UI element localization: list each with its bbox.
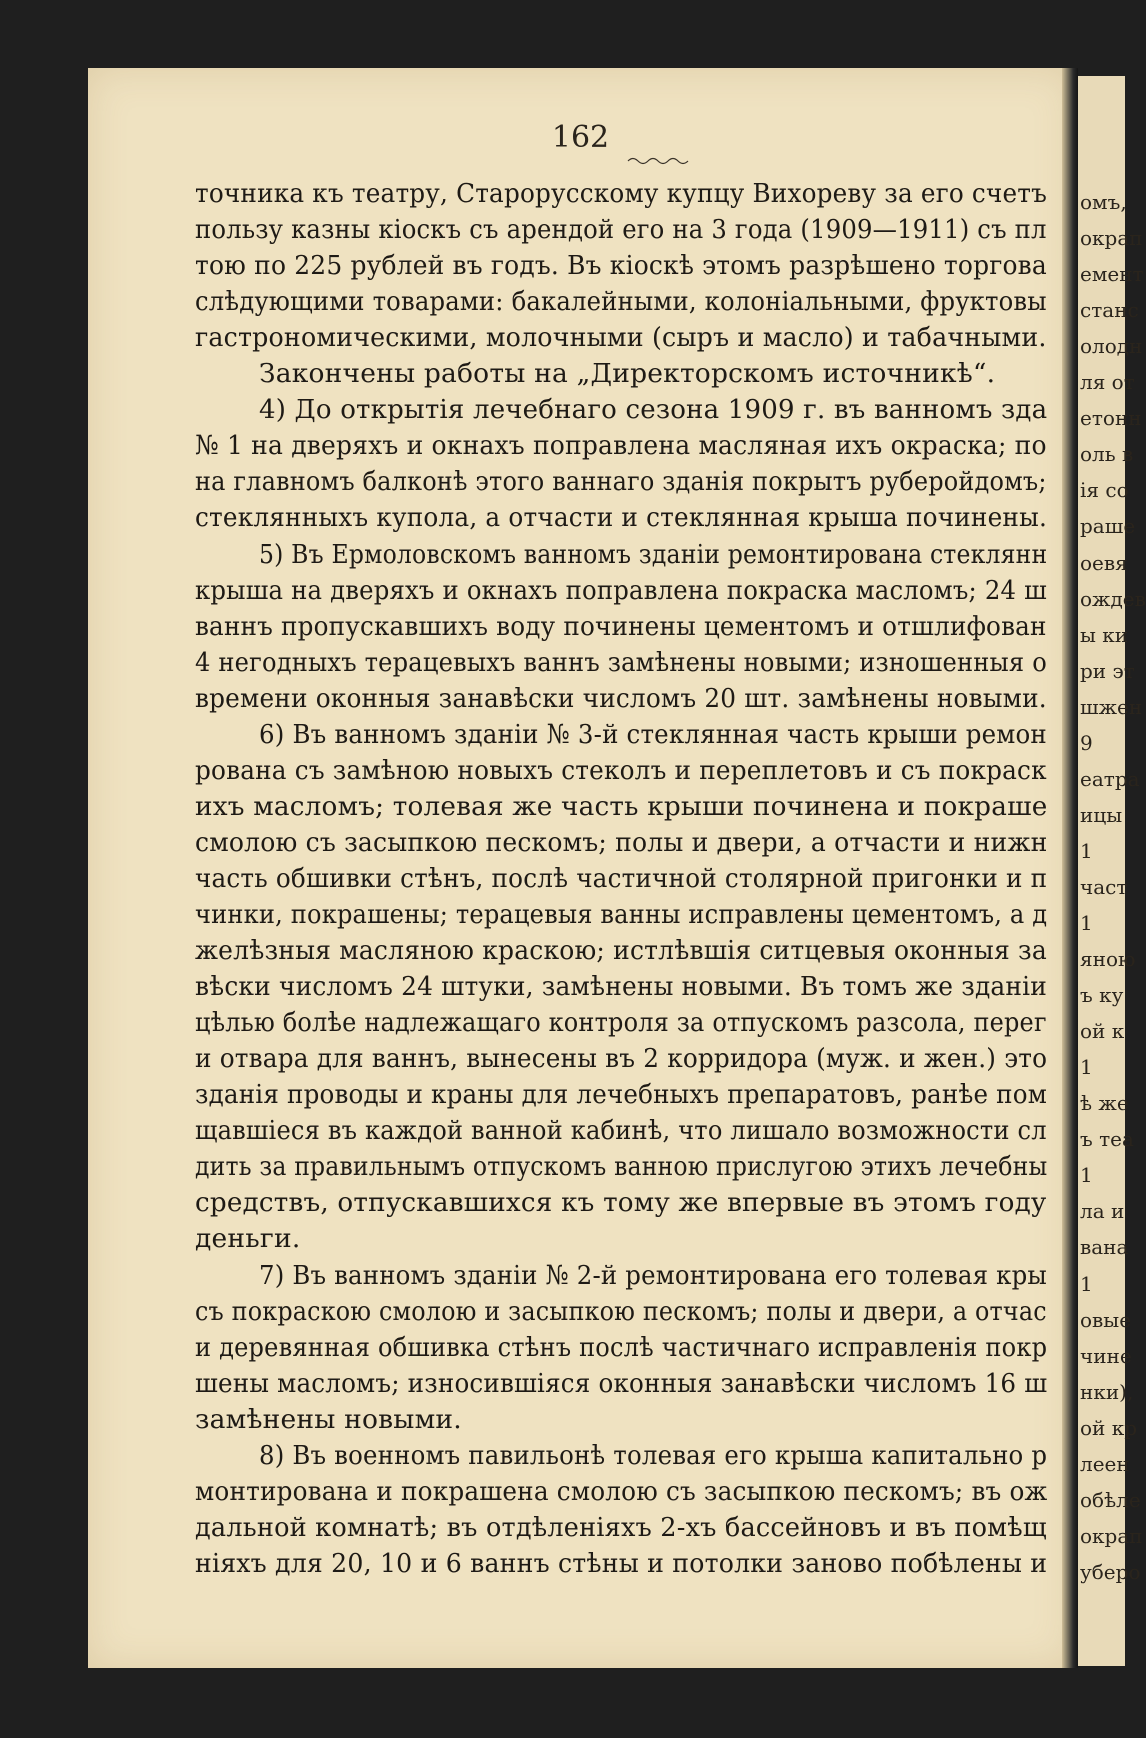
text-line: № 1 на дверяхъ и окнахъ поправлена масляная ихъ окраска; по: [195, 430, 1047, 462]
text-line: зданія проводы и краны для лечебныхъ препаратовъ, ранѣе пом: [195, 1079, 1048, 1111]
next-page-fragment: омъ,: [1080, 190, 1127, 214]
next-page-fragment: уберо: [1080, 1559, 1141, 1584]
next-page-fragment: нки),: [1080, 1379, 1134, 1404]
next-page-fragment: ѣ же: [1080, 1091, 1129, 1116]
text-line: пользу казны кіоскъ съ арендой его на 3 года (1909—1911) съ пл: [195, 214, 1047, 246]
text-line: на главномъ балконѣ этого ваннаго зданія покрытъ руберойдомъ;: [195, 466, 1047, 498]
next-page-fragment: раше: [1080, 514, 1136, 539]
text-line: ихъ масломъ; толевая же часть крыши починена и покраше: [195, 790, 1048, 822]
text-line: шены масломъ; износившіяся оконныя занавѣски числомъ 16 ш: [195, 1367, 1048, 1399]
next-page-fragment: ой к: [1080, 1019, 1125, 1044]
next-page-fragment: 1: [1080, 838, 1093, 863]
next-page-fragment: окрап: [1080, 226, 1143, 251]
text-line: замѣнены новыми.: [195, 1403, 462, 1435]
text-line: 7) Въ ванномъ зданіи № 2-й ремонтирована его толевая кры: [259, 1259, 1047, 1291]
next-page-fragment: 1: [1080, 1055, 1093, 1080]
next-page-fragment: емент: [1080, 262, 1144, 287]
next-page-fragment: станс: [1080, 298, 1139, 323]
text-line: и деревянная обшивка стѣнъ послѣ частичнаго исправленія покр: [195, 1331, 1048, 1363]
text-line: 4) До открытія лечебнаго сезона 1909 г. въ ванномъ зда: [259, 394, 1048, 426]
text-line: времени оконныя занавѣски числомъ 20 шт. замѣнены новыми.: [195, 682, 1047, 714]
text-line: слѣдующими товарами: бакалейными, колоніальными, фруктовы: [195, 286, 1047, 318]
book-spine: [1062, 68, 1078, 1668]
next-page-fragment: етонн: [1080, 406, 1142, 431]
text-line: ваннъ пропускавшихъ воду починены цементомъ и отшлифован: [195, 610, 1047, 642]
next-page-fragment: чине: [1080, 1343, 1132, 1368]
text-line: 4 негодныхъ терацевыхъ ваннъ замѣнены новыми; изношенныя о: [195, 646, 1047, 678]
text-line: 5) Въ Ермоловскомъ ванномъ зданіи ремонтирована стеклянн: [259, 538, 1048, 570]
next-page-fragment: 1: [1080, 1163, 1093, 1188]
next-page-fragment: 1: [1080, 1271, 1093, 1296]
text-line: часть обшивки стѣнъ, послѣ частичной столярной пригонки и п: [195, 862, 1048, 894]
ornament-wave-icon: [628, 156, 688, 166]
text-line: и отвара для ваннъ, вынесены въ 2 корридора (муж. и жен.) это: [195, 1043, 1048, 1075]
next-page-fragment: окрап: [1080, 1523, 1143, 1548]
text-line: дить за правильнымъ отпускомъ ванною прислугою этихъ лечебны: [195, 1151, 1048, 1183]
next-page-fragment: ла и: [1080, 1199, 1125, 1224]
next-page-fragment: олодн: [1080, 334, 1143, 359]
next-page-fragment: оевя: [1080, 550, 1128, 575]
text-line: 8) Въ военномъ павильонѣ толевая его крыша капитально р: [259, 1439, 1048, 1471]
text-line: монтирована и покрашена смолою съ засыпкою пескомъ; въ ож: [195, 1475, 1048, 1507]
next-page-fragment: ля от: [1080, 370, 1135, 395]
next-page-fragment: ой кр: [1080, 1415, 1138, 1440]
next-page-fragment: ы ки: [1080, 622, 1129, 647]
text-line: средствъ, отпускавшихся къ тому же впервые въ этомъ году: [195, 1187, 1047, 1219]
text-line: цѣлью болѣе надлежащаго контроля за отпускомъ разсола, перег: [195, 1007, 1047, 1039]
next-page-fragment: вана: [1080, 1235, 1129, 1260]
text-line: ніяхъ для 20, 10 и 6 ваннъ стѣны и потолки заново побѣлены и: [195, 1547, 1048, 1579]
text-line: крыша на дверяхъ и окнахъ поправлена покраска масломъ; 24 ш: [195, 574, 1047, 606]
text-line: желѣзныя масляною краскою; истлѣвшія ситцевыя оконныя за: [195, 935, 1047, 967]
page-number: 162: [551, 120, 610, 155]
next-page-fragment: част: [1080, 874, 1128, 899]
text-line: 6) Въ ванномъ зданіи № 3-й стеклянная часть крыши ремон: [259, 718, 1047, 750]
next-page-fragment: овые: [1080, 1307, 1132, 1332]
next-page-fragment: обѣле: [1080, 1487, 1141, 1512]
next-page-fragment: леен: [1080, 1451, 1130, 1476]
text-line: рована съ замѣною новыхъ стеколъ и переплетовъ и съ покраск: [195, 754, 1047, 786]
text-line: смолою съ засыпкою пескомъ; полы и двери, а отчасти и нижн: [195, 826, 1048, 858]
text-line: деньги.: [195, 1223, 301, 1255]
next-page-fragment: ождев: [1080, 586, 1146, 611]
text-line: тою по 225 рублей въ годъ. Въ кіоскѣ этомъ разрѣшено торгова: [195, 250, 1047, 282]
next-page-fragment: яною: [1080, 947, 1136, 972]
text-line: Закончены работы на „Директорскомъ источникѣ“.: [259, 358, 996, 390]
next-page-fragment: шжен: [1080, 694, 1143, 719]
next-page-fragment: ри эт: [1080, 658, 1135, 683]
text-line: чинки, покрашены; терацевыя ванны исправлены цементомъ, а д: [195, 899, 1048, 930]
next-page-fragment: ія со: [1080, 478, 1129, 503]
text-line: гастрономическими, молочными (сыръ и масло) и табачными.: [195, 322, 1047, 354]
next-page-fragment: ицы: [1080, 802, 1123, 827]
next-page-fragment: оль в: [1080, 442, 1134, 467]
next-page-fragment: ъ теа: [1080, 1127, 1134, 1152]
next-page-fragment: еатра: [1080, 766, 1140, 791]
text-line: вѣски числомъ 24 штуки, замѣнены новыми. Въ томъ же зданіи: [195, 971, 1048, 1003]
text-line: дальной комнатѣ; въ отдѣленіяхъ 2-хъ бассейновъ и въ помѣщ: [195, 1511, 1047, 1543]
next-page-fragment: 9: [1080, 730, 1093, 755]
text-line: щавшіеся въ каждой ванной кабинѣ, что лишало возможности сл: [195, 1115, 1047, 1147]
next-page-fragment: ъ ку: [1080, 983, 1124, 1008]
next-page-fragment: 1: [1080, 911, 1093, 935]
text-line: стеклянныхъ купола, а отчасти и стеклянная крыша починены.: [195, 502, 1048, 534]
next-page-edge: [1078, 76, 1146, 1666]
text-line: съ покраскою смолою и засыпкою пескомъ; полы и двери, а отчас: [195, 1295, 1047, 1327]
text-line: точника къ театру, Старорусскому купцу Вихореву за его счетъ: [195, 178, 1048, 209]
book-page: [88, 68, 1073, 1668]
